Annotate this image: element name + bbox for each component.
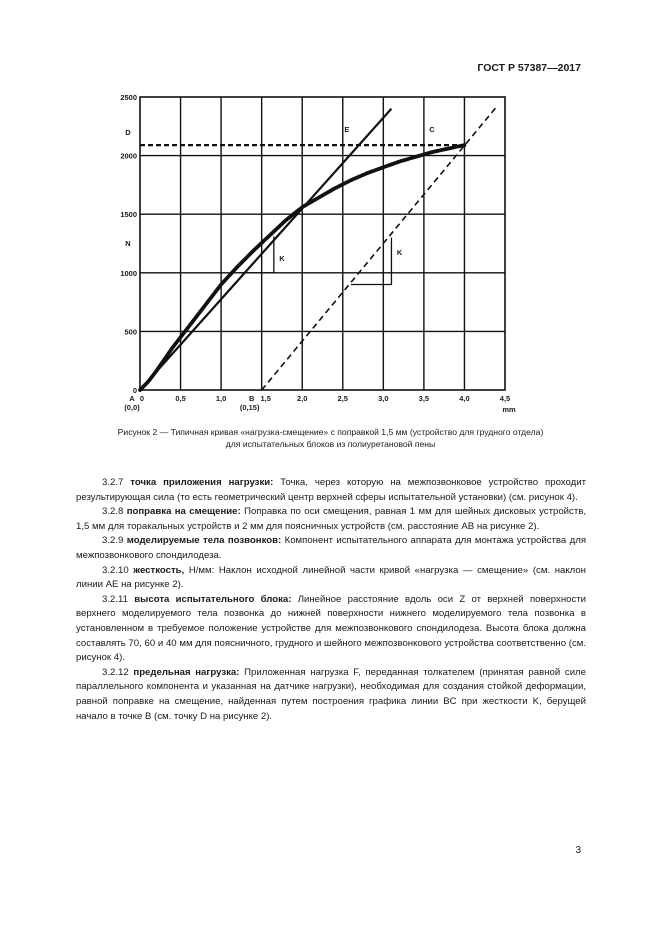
y-tick-label: 1000 — [120, 268, 137, 278]
x-tick-label: 2,5 — [337, 394, 348, 403]
paragraph-3-2-8: 3.2.8 поправка на смещение: Поправка по оси смещения, равная 1 мм для шейных дисковых устройств, 1,5 мм для торакальных устройств и 2 мм для поясничных устройств (см. расстояние AB на рисунке 2). — [76, 506, 586, 532]
paragraph-3-2-12: 3.2.12 предельная нагрузка: Приложенная нагрузка F, переданная толкателем (принятая равной силе параллельного компонента и указанная на датчике нагрузки), необходимая для создания стойкой деформации, равной поправке на смещение, найденная путем построения графика линии BC при жесткости K, берущей начало в точке B (см. точку D на рисунке 2). — [76, 666, 586, 722]
load-displacement-chart — [0, 0, 661, 420]
definitions-body — [76, 476, 586, 724]
annotation-label: (0,0) — [124, 403, 140, 412]
annotation-label: D — [125, 128, 131, 138]
paragraph-3-2-9: 3.2.9 моделируемые тела позвонков: Компонент испытательного аппарата для монтажа устройства для межпозвонкового спондилодеза. — [76, 535, 587, 561]
slope-line-ae — [140, 109, 391, 390]
annotation-label: K — [396, 248, 403, 258]
x-tick-label: 0 — [139, 394, 145, 403]
y-tick-label: 2500 — [120, 93, 137, 102]
paragraph-3-2-10: 3.2.10 жесткость, Н/мм: Наклон исходной линейной части кривой «нагрузка — смещение» (см. наклон линии AE на рисунке 2). — [76, 564, 586, 591]
y-tick-label: 0 — [132, 386, 137, 395]
chart-series — [140, 106, 497, 390]
offset-line-bc — [262, 106, 497, 390]
paragraph-3-2-11: 3.2.11 высота испытательного блока: Линейное расстояние вдоль оси Z от верхней поверхности верхнего моделируемого тела позвонка до нижней поверхности нижнего моделируемого тела позвонка в установленном в требуемое положение устройстве для межпозвонкового спондилодеза. Высота блока должна составлять 70, 60 и 40 мм для поясничного, грудного и шейного межпозвонкового устройства соответственно (см. рисунок 4). — [76, 593, 587, 664]
x-axis-label: mm — [502, 405, 516, 414]
annotation-label: K — [279, 254, 285, 264]
caption-line-2: для испытательных блоков из полиуретановой пены — [225, 438, 436, 449]
k-slope-triangle — [351, 238, 392, 285]
annotation-label: A — [129, 394, 135, 403]
document-header: ГОСТ Р 57387—2017 — [477, 62, 581, 74]
caption-line-1: Рисунок 2 — Типичная кривая «нагрузка-смещение» с поправкой 1,5 мм (устройство для грудного отдела) — [117, 427, 544, 437]
y-axis-label: N — [125, 238, 131, 248]
annotation-label: B — [248, 394, 255, 403]
k-slope-triangle — [237, 236, 274, 272]
annotation-label: E — [344, 125, 350, 135]
x-tick-label: 3,5 — [418, 394, 430, 403]
x-tick-label: 4,5 — [499, 394, 511, 403]
y-tick-label: 2000 — [120, 151, 137, 161]
paragraph-3-2-7: 3.2.7 точка приложения нагрузки: Точка, через которую на межпозвонковое устройство проходит результирующая сила (то есть геометрический центр верхней сферы испытательной установки) (см. рисунок 4). — [76, 477, 586, 503]
chart-labels — [120, 93, 516, 414]
x-tick-label: 3,0 — [378, 394, 389, 403]
annotation-label: C — [429, 125, 435, 135]
figure-caption — [60, 427, 601, 450]
chart-grid — [140, 97, 505, 390]
y-tick-label: 500 — [124, 327, 137, 337]
annotation-label: (0,15) — [239, 403, 260, 412]
x-tick-label: 2,0 — [297, 394, 308, 403]
x-tick-label: 0,5 — [175, 394, 186, 403]
x-tick-label: 4,0 — [459, 394, 470, 403]
x-tick-label: 1,0 — [215, 394, 227, 403]
x-tick-label: 1,5 — [260, 394, 271, 403]
y-tick-label: 1500 — [120, 210, 137, 220]
plot-frame — [140, 97, 505, 390]
page-number: 3 — [575, 845, 581, 856]
